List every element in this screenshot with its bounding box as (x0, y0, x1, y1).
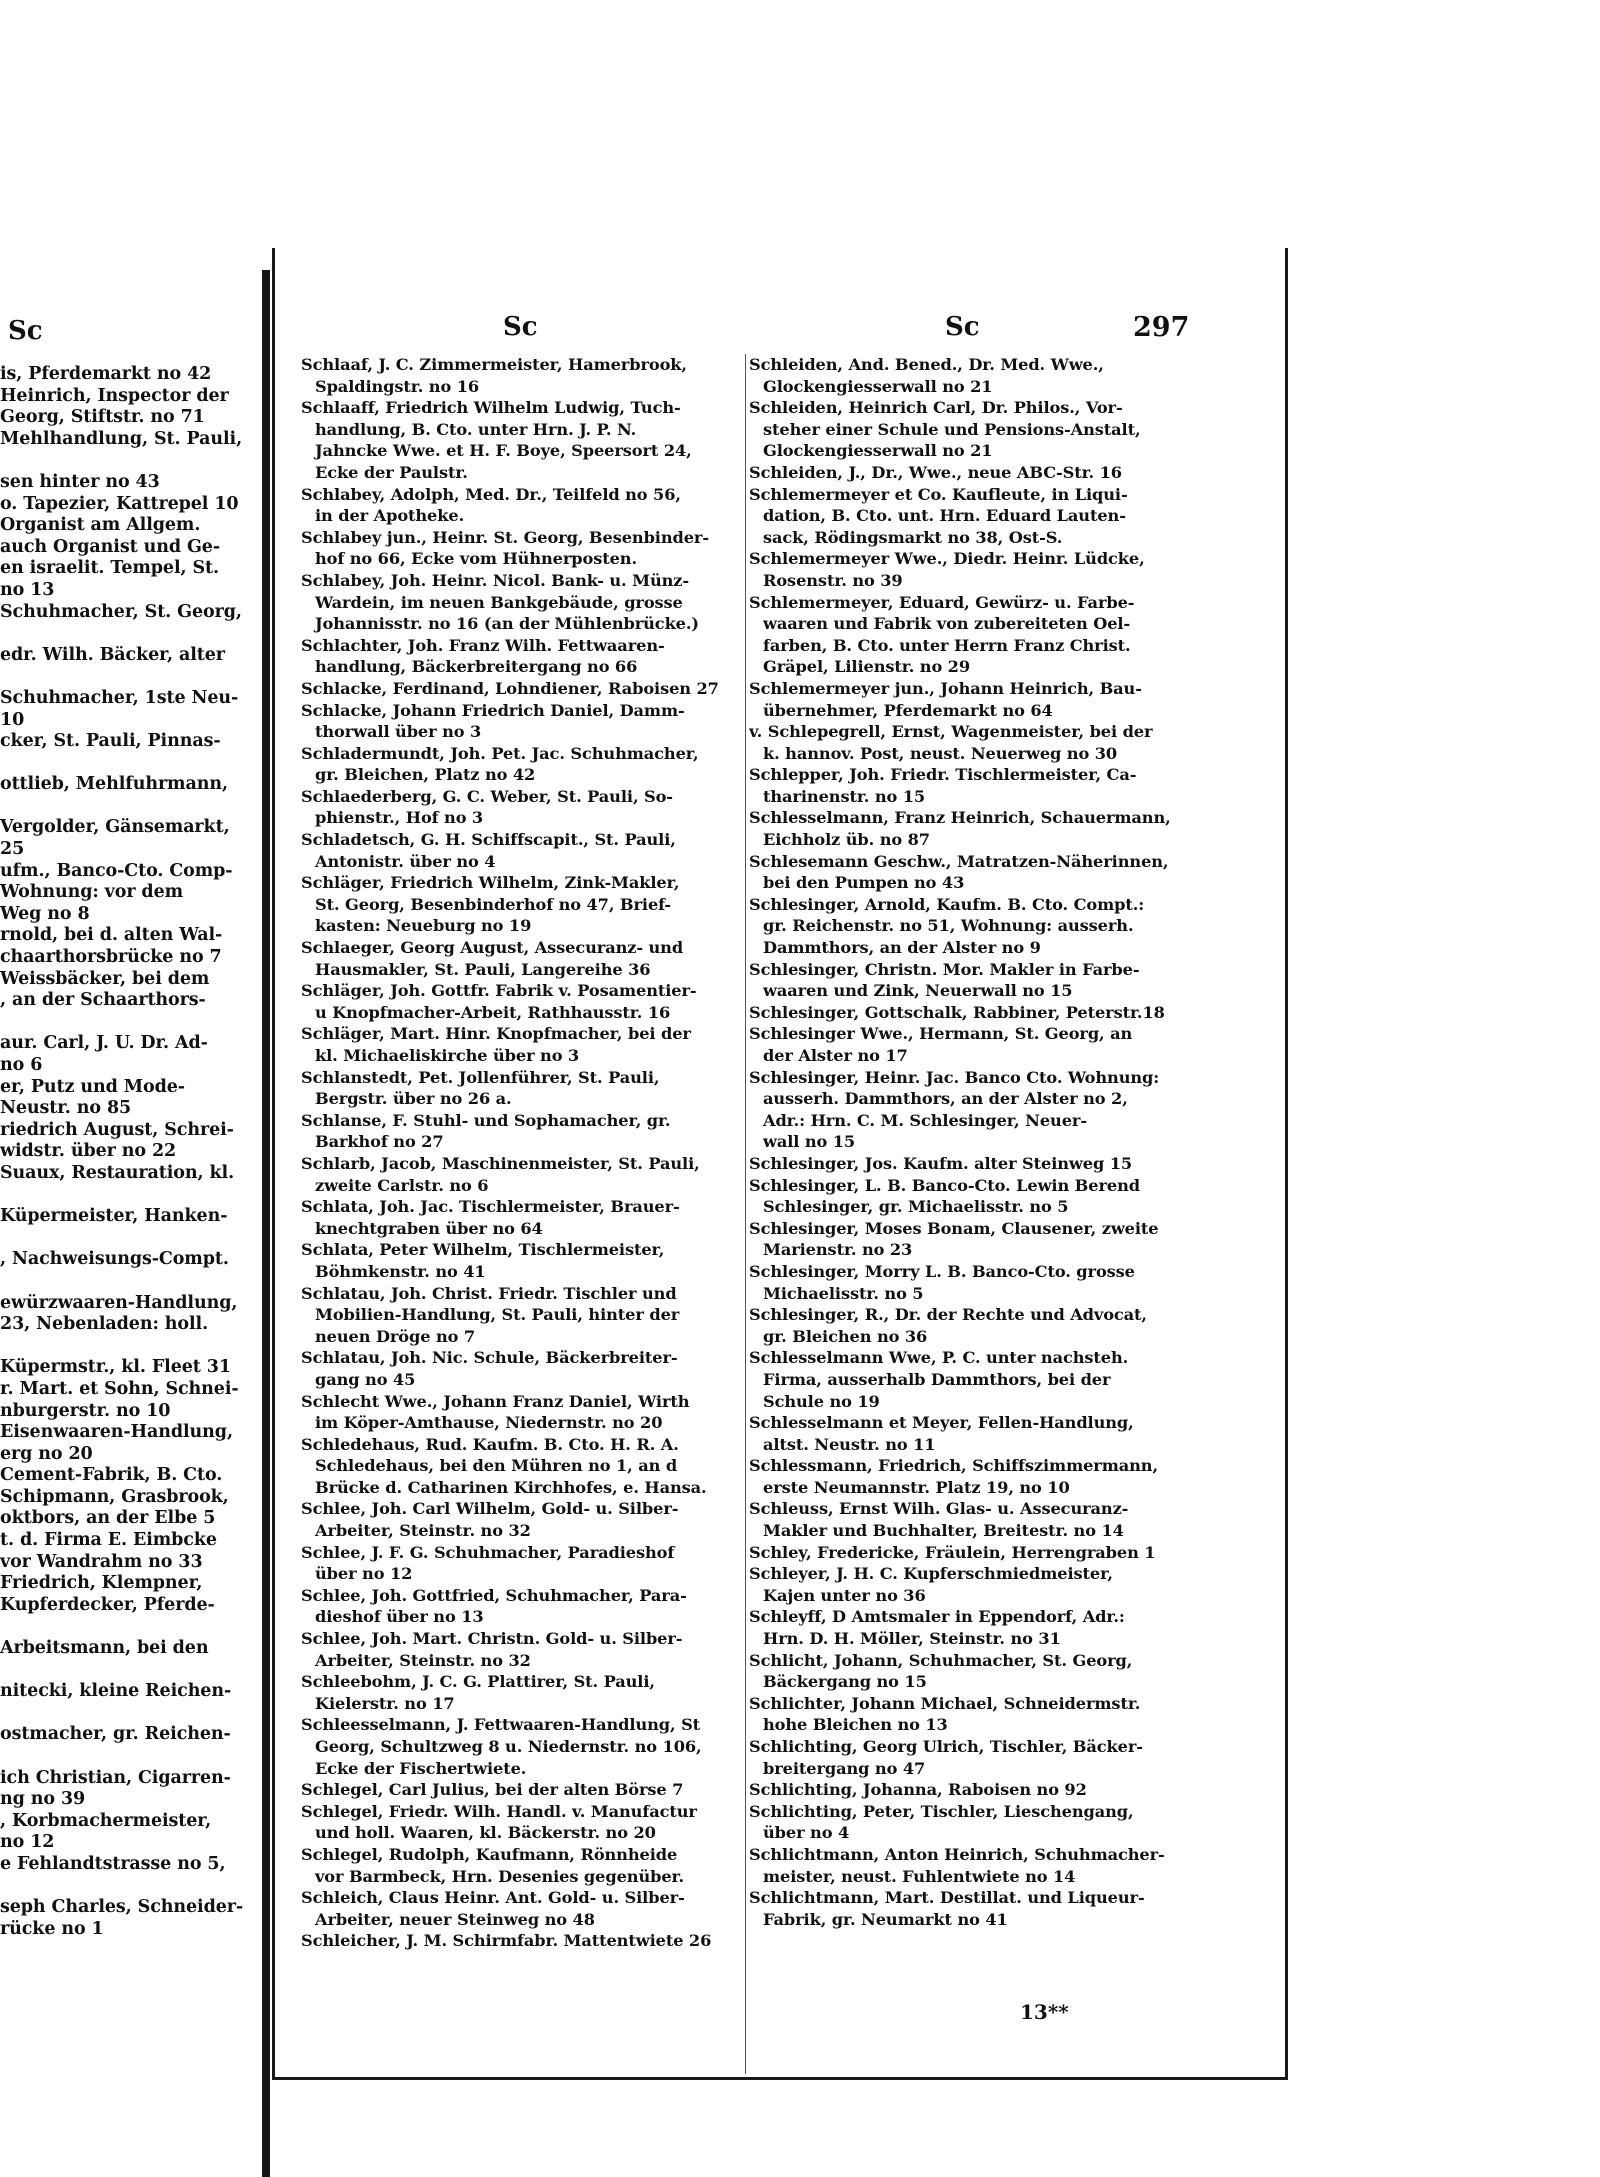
directory-line: Schlesinger, gr. Michaelisstr. no 5 (763, 1197, 1069, 1217)
directory-line: Schlesselmann Wwe, P. C. unter nachsteh. (749, 1348, 1129, 1368)
directory-line: hohe Bleichen no 13 (763, 1715, 948, 1735)
left-page-line: sen hinter no 43 (0, 471, 160, 492)
directory-line: Schleyer, J. H. C. Kupferschmiedmeister, (749, 1564, 1113, 1584)
directory-line: Schläger, Friedrich Wilhelm, Zink-Makler, (301, 873, 680, 893)
directory-line: Schlabey, Joh. Heinr. Nicol. Bank- u. Münz- (301, 570, 689, 590)
directory-line: dieshof über no 13 (315, 1607, 484, 1627)
signature-mark: 13** (1020, 2000, 1069, 2024)
left-page-line: vor Wandrahm no 33 (0, 1551, 203, 1572)
directory-line: Schlemermeyer Wwe., Diedr. Heinr. Lüdcke, (749, 549, 1145, 569)
directory-line: gr. Bleichen, Platz no 42 (315, 765, 536, 785)
directory-line: Schlichting, Peter, Tischler, Lieschengang, (749, 1801, 1134, 1821)
left-page-line: Schuhmacher, 1ste Neu- (0, 687, 239, 708)
left-page-line: ich Christian, Cigarren- (0, 1767, 231, 1788)
directory-line: Jahncke Wwe. et H. F. Boye, Speersort 24, (315, 441, 692, 461)
directory-line: Schlachter, Joh. Franz Wilh. Fettwaaren- (301, 635, 665, 655)
left-page-line: t. d. Firma E. Eimbcke (0, 1530, 217, 1551)
directory-line: Spaldingstr. no 16 (315, 376, 480, 396)
directory-line: der Alster no 17 (763, 1046, 908, 1065)
directory-line: Schlichter, Johann Michael, Schneidermstr. (749, 1693, 1141, 1713)
directory-line: Schlicht, Johann, Schuhmacher, St. Georg, (749, 1650, 1133, 1670)
left-page-line (0, 450, 262, 472)
left-page-line (0, 1746, 262, 1768)
left-page-line: Eisenwaaren-Handlung, (0, 1422, 233, 1443)
directory-line: Dammthors, an der Alster no 9 (763, 938, 1041, 958)
directory-line: phienstr., Hof no 3 (315, 808, 484, 828)
left-page-line: ufm., Banco-Cto. Comp- (0, 860, 233, 881)
directory-line: dation, B. Cto. unt. Hrn. Eduard Lauten- (763, 506, 1126, 526)
left-page-line (0, 1336, 262, 1358)
left-page-line (0, 1228, 262, 1250)
directory-line: gang no 45 (315, 1369, 416, 1389)
directory-line: Firma, ausserhalb Dammthors, bei der (763, 1369, 1111, 1389)
directory-line: Brücke d. Catharinen Kirchhofes, e. Hansa. (315, 1477, 707, 1497)
directory-line: Schleiden, Heinrich Carl, Dr. Philos., Vor- (749, 398, 1123, 418)
directory-line: Rosenstr. no 39 (763, 570, 903, 590)
left-page-line: er, Putz und Mode- (0, 1076, 185, 1097)
left-page-line: Cement-Fabrik, B. Cto. (0, 1465, 223, 1486)
directory-line: Schlichtmann, Anton Heinrich, Schuhmacher- (749, 1844, 1165, 1864)
left-page-line: rnold, bei d. alten Wal- (0, 925, 223, 946)
page-header (275, 312, 1285, 346)
directory-line: Michaelisstr. no 5 (763, 1283, 924, 1303)
directory-line: im Köper-Amthause, Niedernstr. no 20 (315, 1413, 663, 1433)
left-page-line: oktbors, an der Elbe 5 (0, 1508, 216, 1529)
directory-line: Schleich, Claus Heinr. Ant. Gold- u. Silber- (301, 1888, 685, 1908)
directory-line: u Knopfmacher-Arbeit, Rathhausstr. 16 (315, 1002, 671, 1022)
left-page-line: no 13 (0, 579, 55, 600)
directory-line: Schledehaus, bei den Mühren no 1, an d (315, 1456, 678, 1476)
directory-line: Schlatau, Joh. Nic. Schule, Bäckerbreiter- (301, 1348, 678, 1368)
directory-line: Schlesinger, Arnold, Kaufm. B. Cto. Compt.: (749, 894, 1145, 914)
left-page-line: nburgerstr. no 10 (0, 1400, 171, 1421)
directory-line: Schlesemann Geschw., Matratzen-Näherinnen, (749, 851, 1169, 871)
directory-line: Schlegel, Friedr. Wilh. Handl. v. Manufactur (301, 1801, 697, 1821)
left-page-line: Wohnung: vor dem (0, 882, 184, 903)
left-page-line: e Fehlandtstrasse no 5, (0, 1853, 226, 1874)
left-page-line: Arbeitsmann, bei den (0, 1638, 209, 1659)
left-page-line: Friedrich, Klempner, (0, 1573, 203, 1594)
left-page-line: Schipmann, Grasbrook, (0, 1486, 229, 1507)
directory-line: Schlee, Joh. Mart. Christn. Gold- u. Silber- (301, 1629, 683, 1649)
directory-line: v. Schlepegrell, Ernst, Wagenmeister, bei der (749, 722, 1153, 742)
directory-line: Mobilien-Handlung, St. Pauli, hinter der (315, 1305, 680, 1325)
left-page-line: edr. Wilh. Bäcker, alter (0, 644, 225, 665)
directory-line: Arbeiter, Steinstr. no 32 (315, 1650, 531, 1670)
left-page-line: Georg, Stiftstr. no 71 (0, 407, 205, 428)
book-gutter (262, 270, 270, 2177)
directory-line: Ecke der Fischertwiete. (315, 1758, 527, 1778)
directory-line: Bäckergang no 15 (763, 1672, 927, 1692)
directory-line: Gräpel, Lilienstr. no 29 (763, 657, 971, 677)
directory-line: Arbeiter, Steinstr. no 32 (315, 1521, 531, 1541)
directory-line: Hrn. D. H. Möller, Steinstr. no 31 (763, 1629, 1061, 1649)
directory-line: Schleiden, And. Bened., Dr. Med. Wwe., (749, 355, 1104, 374)
directory-line: Schleiden, J., Dr., Wwe., neue ABC-Str. 16 (749, 462, 1122, 482)
directory-line: Arbeiter, neuer Steinweg no 48 (315, 1909, 595, 1929)
left-page-line: Weg no 8 (0, 903, 90, 924)
directory-line: tharinenstr. no 15 (763, 786, 926, 806)
directory-line: Schleyff, D Amtsmaler in Eppendorf, Adr.: (749, 1607, 1125, 1627)
directory-line: Kielerstr. no 17 (315, 1693, 455, 1713)
directory-line: thorwall über no 3 (315, 722, 482, 742)
directory-line: steher einer Schule und Pensions-Anstalt, (763, 419, 1141, 439)
directory-line: Antonistr. über no 4 (315, 851, 496, 871)
directory-line: Schläger, Joh. Gottfr. Fabrik v. Posamentier- (301, 981, 697, 1001)
directory-line: Adr.: Hrn. C. M. Schlesinger, Neuer- (763, 1110, 1087, 1130)
left-page-line: auch Organist und Ge- (0, 536, 220, 557)
directory-line: ausserh. Dammthors, an der Alster no 2, (763, 1089, 1128, 1109)
left-page-line: , an der Schaarthors- (0, 990, 206, 1011)
directory-line: handlung, B. Cto. unter Hrn. J. P. N. (315, 419, 637, 439)
directory-line: neuen Dröge no 7 (315, 1326, 476, 1346)
left-page-line: 10 (0, 709, 25, 730)
directory-line: Johannisstr. no 16 (an der Mühlenbrücke.) (315, 614, 699, 634)
directory-line: Schlee, J. F. G. Schuhmacher, Paradieshof (301, 1542, 675, 1562)
directory-line: Schlabey jun., Heinr. St. Georg, Besenbinder- (301, 527, 709, 547)
left-page-line: ostmacher, gr. Reichen- (0, 1724, 231, 1745)
header-left: Sc (503, 312, 538, 342)
directory-line: Schlesinger, L. B. Banco-Cto. Lewin Berend (749, 1175, 1140, 1195)
left-page-fragment (0, 272, 262, 2177)
directory-line: Schleebohm, J. C. G. Plattirer, St. Pauli, (301, 1672, 655, 1692)
directory-line: kasten: Neueburg no 19 (315, 916, 532, 936)
directory-line: Schlesinger, Christn. Mor. Makler in Farbe- (749, 959, 1140, 979)
header-right: Sc (945, 312, 980, 342)
directory-line: Schledehaus, Rud. Kaufm. B. Cto. H. R. A. (301, 1434, 679, 1454)
directory-line: Schlichtmann, Mart. Destillat. und Liqueur- (749, 1888, 1145, 1908)
directory-line: Schlesselmann et Meyer, Fellen-Handlung, (749, 1413, 1134, 1433)
left-page-line: Suaux, Restauration, kl. (0, 1162, 235, 1183)
left-page-line: Organist am Allgem. (0, 515, 201, 536)
left-page-line: r. Mart. et Sohn, Schnei- (0, 1378, 239, 1399)
directory-line: Schlessmann, Friedrich, Schiffszimmermann, (749, 1456, 1159, 1476)
directory-line: Schlesinger, Moses Bonam, Clausener, zweite (749, 1218, 1159, 1238)
left-page-line (0, 1185, 262, 1207)
directory-line: Makler und Buchhalter, Breitestr. no 14 (763, 1521, 1124, 1541)
directory-line: erste Neumannstr. Platz 19, no 10 (763, 1477, 1070, 1497)
left-page-line (0, 1660, 262, 1682)
left-page-entries (0, 364, 262, 1940)
directory-line: Schlegel, Rudolph, Kaufmann, Rönnheide (301, 1844, 678, 1864)
directory-line: Schläger, Mart. Hinr. Knopfmacher, bei der (301, 1024, 691, 1044)
directory-line: Schleicher, J. M. Schirmfabr. Mattentwiete 26 (301, 1931, 712, 1951)
directory-line: Schlemermeyer et Co. Kaufleute, in Liqui- (749, 484, 1128, 504)
directory-line: Schlacke, Ferdinand, Lohndiener, Raboisen 27 (301, 678, 719, 698)
directory-line: knechtgraben über no 64 (315, 1218, 543, 1238)
left-page-line: chaarthorsbrücke no 7 (0, 947, 222, 968)
left-page-line: en israelit. Tempel, St. (0, 558, 219, 579)
left-page-line (0, 1012, 262, 1034)
directory-line: Schleesselmann, J. Fettwaaren-Handlung, St (301, 1715, 701, 1735)
left-page-line: o. Tapezier, Kattrepel 10 (0, 493, 239, 514)
directory-line: über no 4 (763, 1823, 850, 1843)
left-page-line: aur. Carl, J. U. Dr. Ad- (0, 1033, 208, 1054)
directory-line: Schlaaff, Friedrich Wilhelm Ludwig, Tuch- (301, 398, 681, 418)
directory-line: Böhmkenstr. no 41 (315, 1261, 486, 1281)
directory-line: Wardein, im neuen Bankgebäude, grosse (315, 592, 683, 612)
directory-line: Schlesselmann, Franz Heinrich, Schauermann, (749, 808, 1171, 828)
directory-line: Fabrik, gr. Neumarkt no 41 (763, 1909, 1008, 1929)
directory-line: Ecke der Paulstr. (315, 462, 468, 482)
directory-line: Schladermundt, Joh. Pet. Jac. Schuhmacher, (301, 743, 699, 763)
directory-line: Schlee, Joh. Carl Wilhelm, Gold- u. Silber- (301, 1499, 679, 1519)
directory-line: Schlanse, F. Stuhl- und Sophamacher, gr. (301, 1110, 671, 1130)
directory-line: St. Georg, Besenbinderhof no 47, Brief- (315, 894, 672, 914)
directory-column-left (301, 354, 741, 2074)
directory-line: Schlesinger, Heinr. Jac. Banco Cto. Wohnung: (749, 1067, 1160, 1087)
directory-line: Schlaaf, J. C. Zimmermeister, Hamerbrook, (301, 355, 687, 374)
directory-line: Schlesinger, Jos. Kaufm. alter Steinweg 15 (749, 1153, 1133, 1173)
directory-line: Schley, Fredericke, Fräulein, Herrengraben 1 (749, 1542, 1156, 1562)
directory-line: Schlesinger, R., Dr. der Rechte und Advocat, (749, 1305, 1147, 1325)
directory-line: Eichholz üb. no 87 (763, 830, 930, 850)
directory-line: zweite Carlstr. no 6 (315, 1175, 489, 1195)
directory-line: vor Barmbeck, Hrn. Desenies gegenüber. (315, 1866, 685, 1886)
directory-line: bei den Pumpen no 43 (763, 873, 965, 893)
left-page-line: no 6 (0, 1055, 43, 1075)
directory-line: Schlichting, Georg Ulrich, Tischler, Bäcker- (749, 1737, 1143, 1756)
left-page-line: ng no 39 (0, 1789, 86, 1810)
left-page-line: Küpermeister, Hanken- (0, 1206, 228, 1227)
page-number: 297 (1133, 312, 1190, 343)
left-page-line: nitecki, kleine Reichen- (0, 1681, 232, 1702)
directory-line: Schlanstedt, Pet. Jollenführer, St. Pauli, (301, 1067, 660, 1087)
directory-line: Schlatau, Joh. Christ. Friedr. Tischler und (301, 1283, 677, 1303)
left-page-line: Schuhmacher, St. Georg, (0, 601, 242, 622)
left-page-line: Mehlhandlung, St. Pauli, (0, 428, 243, 449)
directory-line: Schlata, Peter Wilhelm, Tischlermeister, (301, 1240, 665, 1260)
left-page-line: Weissbäcker, bei dem (0, 968, 210, 989)
directory-line: Schlemermeyer jun., Johann Heinrich, Bau- (749, 678, 1142, 698)
left-page-line: 23, Nebenladen: holl. (0, 1314, 209, 1335)
directory-line: Glockengiesserwall no 21 (763, 441, 993, 461)
directory-line: waaren und Fabrik von zubereiteten Oel- (763, 614, 1131, 634)
directory-line: hof no 66, Ecke vom Hühnerposten. (315, 549, 638, 569)
directory-line: Schlesinger Wwe., Hermann, St. Georg, an (749, 1024, 1133, 1044)
directory-line: meister, neust. Fuhlentwiete no 14 (763, 1866, 1076, 1886)
directory-line: Georg, Schultzweg 8 u. Niedernstr. no 106, (315, 1737, 702, 1756)
left-page-line (0, 1876, 262, 1898)
directory-line: gr. Bleichen no 36 (763, 1326, 928, 1346)
left-page-line: Küpermstr., kl. Fleet 31 (0, 1357, 231, 1378)
directory-line: Schlata, Joh. Jac. Tischlermeister, Brauer- (301, 1197, 680, 1217)
directory-line: Schlesinger, Gottschalk, Rabbiner, Peterstr.18 (749, 1002, 1165, 1022)
directory-line: Bergstr. über no 26 a. (315, 1089, 512, 1109)
left-page-line: Neustr. no 85 (0, 1098, 132, 1119)
directory-line: Schlabey, Adolph, Med. Dr., Teilfeld no 56, (301, 484, 681, 504)
left-page-line (0, 796, 262, 818)
directory-line: Schlesinger, Morry L. B. Banco-Cto. grosse (749, 1261, 1135, 1281)
left-page-line: Vergolder, Gänsemarkt, (0, 817, 230, 838)
directory-line: in der Apotheke. (315, 506, 465, 526)
directory-line: Schlegel, Carl Julius, bei der alten Börse 7 (301, 1780, 684, 1800)
directory-line: Schlacke, Johann Friedrich Daniel, Damm- (301, 700, 685, 720)
directory-line: Schlaeger, Georg August, Assecuranz- und (301, 938, 684, 958)
left-page-line: widstr. über no 22 (0, 1141, 177, 1162)
directory-line: kl. Michaeliskirche über no 3 (315, 1046, 580, 1065)
directory-line: Kajen unter no 36 (763, 1585, 926, 1605)
left-page-line: seph Charles, Schneider- (0, 1897, 244, 1918)
directory-line: Schlichting, Johanna, Raboisen no 92 (749, 1780, 1087, 1800)
directory-line: Schlee, Joh. Gottfried, Schuhmacher, Para- (301, 1585, 687, 1605)
left-page-line: erg no 20 (0, 1443, 93, 1464)
left-page-line: , Korbmachermeister, (0, 1810, 212, 1831)
left-page-line: Heinrich, Inspector der (0, 385, 229, 406)
directory-line: altst. Neustr. no 11 (763, 1434, 936, 1454)
directory-line: Hausmakler, St. Pauli, Langereihe 36 (315, 959, 651, 979)
directory-line: Glockengiesserwall no 21 (763, 376, 993, 396)
directory-line: Schleuss, Ernst Wilh. Glas- u. Assecuranz- (749, 1499, 1129, 1519)
directory-line: waaren und Zink, Neuerwall no 15 (763, 981, 1073, 1001)
left-page-line: is, Pferdemarkt no 42 (0, 364, 212, 384)
left-page-line: rücke no 1 (0, 1918, 104, 1939)
directory-line: über no 12 (315, 1564, 413, 1584)
directory-line: farben, B. Cto. unter Herrn Franz Christ. (763, 635, 1131, 655)
directory-line: k. hannov. Post, neust. Neuerweg no 30 (763, 743, 1118, 763)
directory-line: Schlarb, Jacob, Maschinenmeister, St. Pauli, (301, 1153, 700, 1173)
left-page-line (0, 623, 262, 645)
directory-column-right (745, 354, 1197, 2074)
directory-line: sack, Rödingsmarkt no 38, Ost-S. (763, 527, 1063, 547)
directory-line: Schule no 19 (763, 1391, 880, 1411)
left-page-line (0, 1703, 262, 1725)
left-page-line (0, 1616, 262, 1638)
left-page-line: 25 (0, 839, 25, 860)
left-page-header: Sc (8, 316, 43, 346)
left-page-line: no 12 (0, 1832, 55, 1853)
right-page (272, 248, 1288, 2080)
directory-line: übernehmer, Pferdemarkt no 64 (763, 700, 1053, 720)
directory-line: Barkhof no 27 (315, 1132, 444, 1152)
directory-line: gr. Reichenstr. no 51, Wohnung: ausserh. (763, 916, 1134, 936)
left-page-line: ottlieb, Mehlfuhrmann, (0, 774, 228, 795)
directory-line: Schlemermeyer, Eduard, Gewürz- u. Farbe- (749, 592, 1135, 612)
directory-line: Schlecht Wwe., Johann Franz Daniel, Wirth (301, 1391, 690, 1411)
left-page-line (0, 666, 262, 688)
left-page-line: ewürzwaaren-Handlung, (0, 1292, 238, 1313)
directory-line: Marienstr. no 23 (763, 1240, 913, 1260)
directory-line: Schlepper, Joh. Friedr. Tischlermeister, Ca- (749, 765, 1137, 785)
directory-line: und holl. Waaren, kl. Bäckerstr. no 20 (315, 1823, 656, 1843)
directory-line: handlung, Bäckerbreitergang no 66 (315, 657, 638, 677)
directory-line: wall no 15 (763, 1132, 856, 1152)
directory-line: Schladetsch, G. H. Schiffscapit., St. Pauli, (301, 830, 676, 850)
left-page-line (0, 753, 262, 775)
directory-line: breitergang no 47 (763, 1758, 926, 1778)
left-page-line: , Nachweisungs-Compt. (0, 1249, 229, 1270)
left-page-line: riedrich August, Schrei- (0, 1119, 234, 1140)
left-page-line: cker, St. Pauli, Pinnas- (0, 731, 221, 752)
directory-line: Schlaederberg, G. C. Weber, St. Pauli, So- (301, 786, 673, 806)
left-page-line: Kupferdecker, Pferde- (0, 1594, 215, 1615)
left-page-line (0, 1271, 262, 1293)
